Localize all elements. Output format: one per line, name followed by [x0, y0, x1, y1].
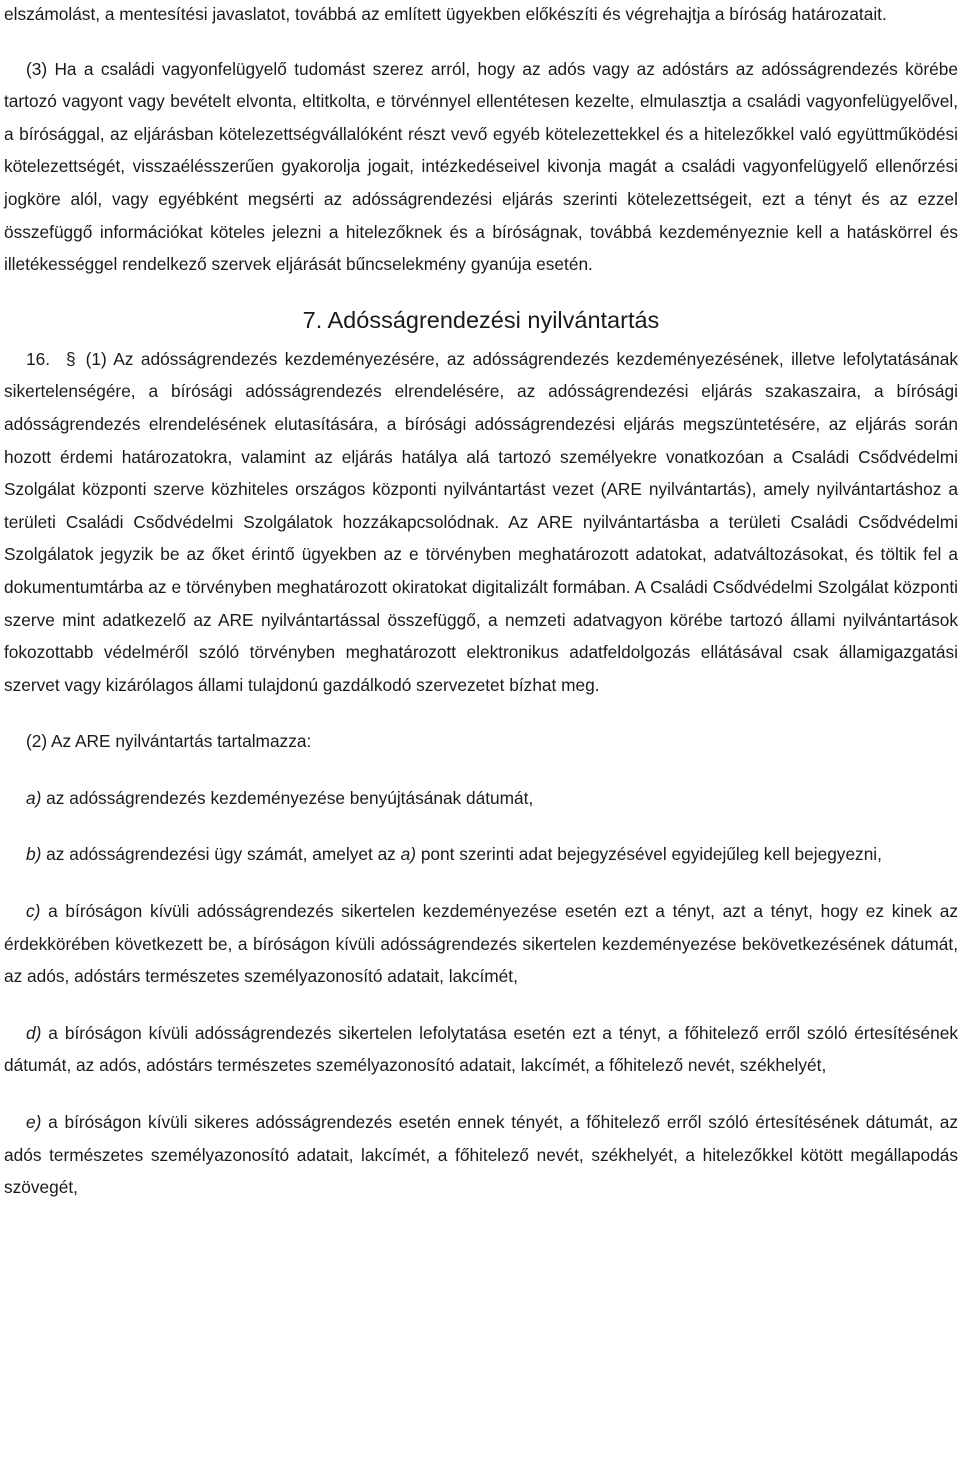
item-letter: e)	[26, 1112, 42, 1133]
paragraph-3: (3) Ha a családi vagyonfelügyelő tudomást szerez arról, hogy az adós vagy az adóstárs az adósságrendezés körébe tartozó vagyont vagy bevételt elvonta, eltitkolta, e törvénnyel ellentétesen kezelte, elmulasztja a családi vagyonfelügyelővel, a bírósággal, az eljárásban kötelezettségvállalóként részt vevő egyéb kötelezettekkel és a hitelezőkkel való együttműködési kötelezettségét, visszaélésszerűen gyakorolja jogait, intézkedéseivel kivonja magát a családi vagyonfelügyelő ellenőrzési jogköre alól, vagy egyébként megsérti az adósságrendezési eljárás szerinti kötelezettségeit, ezt a tényt és az ezzel összefüggő információkat köteles jelezni a hitelezőknek és a bíróságnak, továbbá kezdeményeznie kell a hatáskörrel és illetékességgel rendelkező szervek eljárását bűncselekmény gyanúja esetén.	[4, 58, 958, 275]
item-text: a bíróságon kívüli adósságrendezés sikertelen kezdeményezése esetén ezt a tényt, azt a tényt, hogy ez kinek az érdekkörében következett be, a bíróságon kívüli adósságrendezés sikertelen kezdeményezése bekövetkezésének dátumát, az adós, adóstárs természetes személyazonosító adatait, lakcímét,	[4, 901, 958, 987]
list-item-b	[4, 838, 958, 871]
paragraph-2-intro: (2) Az ARE nyilvántartás tartalmazza:	[26, 731, 312, 752]
item-letter: b)	[26, 844, 42, 865]
section-number: 16.	[26, 348, 51, 369]
list-item-c	[4, 895, 958, 993]
section-symbol: §	[66, 348, 76, 369]
item-text: az adósságrendezés kezdeményezése benyújtásának dátumát,	[41, 787, 534, 808]
item-letter: c)	[26, 901, 41, 922]
item-letter: d)	[26, 1022, 42, 1043]
inline-letter-reference: a)	[400, 844, 417, 865]
item-text-after: pont szerinti adat bejegyzésével egyidejűleg kell bejegyezni,	[416, 844, 882, 865]
section-16-paragraph-1	[4, 343, 958, 702]
section-16-text: (1) Az adósságrendezés kezdeményezésére, az adósságrendezés kezdeményezésének, illetve lefolytatásának sikertelenségére, a bírósági adósságrendezés elrendelésére, az adósságrendezési eljárás szakaszaira, a bírósági adósságrendezés elrendelésének elutasítására, a bírósági adósságrendezési eljárás megszüntetésére, az eljárás során hozott érdemi határozatokra, valamint az eljárás hatálya alá tartozó személyekre vonatkozóan a Családi Csődvédelmi Szolgálat központi szerve közhiteles országos központi nyilvántartást vezet (ARE nyilvántartás), amely nyilvántartáshoz a területi Családi Csődvédelmi Szolgálatok hozzákapcsolódnak. Az ARE nyilvántartásba a területi Családi Csődvédelmi Szolgálatok jegyzik be az őket érintő ügyekben az e törvényben meghatározott adatokat, adatváltozásokat, és töltik fel a dokumentumtárba az e törvényben meghatározott okiratokat digitalizált formában. A Családi Csődvédelmi Szolgálat központi szerve mint adatkezelő az ARE nyilvántartással összefüggő, a nemzeti adatvagyon körébe tartozó állami nyilvántartások fokozottabb védelméről szóló törvényben meghatározott elektronikus adatfeldolgozás ellátásával csak államigazgatási szervet vagy kizárólagos állami tulajdonú gazdálkodó szervezetet bízhat meg.	[4, 348, 958, 695]
item-text-before: az adósságrendezési ügy számát, amelyet az	[41, 844, 401, 865]
section-heading: 7. Adósságrendezési nyilvántartás	[302, 306, 660, 333]
item-letter: a)	[26, 787, 42, 808]
list-item-a	[4, 782, 958, 815]
item-text: a bíróságon kívüli adósságrendezés sikertelen lefolytatása esetén ezt a tényt, a főhitelező erről szóló értesítésének dátumát, az adós, adóstárs természetes személyazonosító adatait, lakcímét, a főhitelező nevét, székhelyét,	[4, 1022, 958, 1076]
paragraph-continuation: elszámolást, a mentesítési javaslatot, továbbá az említett ügyekben előkészíti és végrehajtja a bíróság határozatait.	[4, 4, 887, 24]
list-item-e	[4, 1106, 958, 1204]
item-text: a bíróságon kívüli sikeres adósságrendezés esetén ennek tényét, a főhitelező erről szóló értesítésének dátumát, az adós természetes személyazonosító adatait, lakcímét, a főhitelező nevét, székhelyét, a hitelezőkkel kötött megállapodás szövegét,	[4, 1112, 958, 1198]
list-item-d	[4, 1017, 958, 1082]
